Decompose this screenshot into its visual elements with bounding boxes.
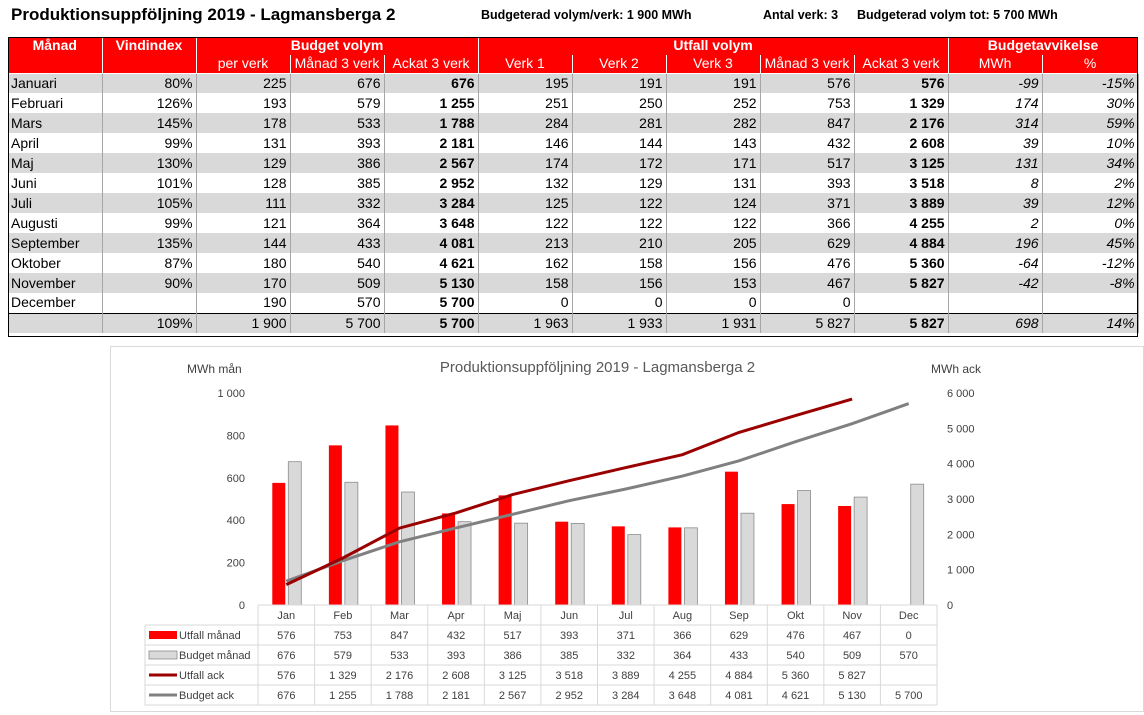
data-label: 517 [503, 630, 522, 642]
bar-budget-manad [628, 535, 641, 605]
cell-budget-ackat: 2 181 [384, 133, 478, 153]
cell-per-verk: 131 [196, 133, 290, 153]
y-tick-left: 400 [226, 515, 245, 528]
data-label: 332 [616, 650, 635, 662]
cell-utfall-ackat: 4 255 [854, 213, 948, 233]
cell-budget-ackat: 4 621 [384, 253, 478, 273]
cell-month: April [8, 133, 102, 153]
total-cell-utfall-ackat: 5 827 [854, 313, 948, 333]
col-header-vindindex: Vindindex [102, 37, 196, 55]
data-label: 509 [842, 650, 862, 662]
cell-month: Mars [8, 113, 102, 133]
cell-avv-mwh: -42 [948, 273, 1042, 293]
cell-verk2: 144 [572, 133, 666, 153]
cell-verk1: 146 [478, 133, 572, 153]
cell-vindindex: 99% [102, 213, 196, 233]
data-label: 371 [616, 630, 635, 642]
data-label: 364 [673, 650, 692, 662]
cell-verk3: 143 [666, 133, 760, 153]
cell-verk3: 252 [666, 93, 760, 113]
cell-verk2: 129 [572, 173, 666, 193]
cell-utfall-ackat: 1 329 [854, 93, 948, 113]
table-row [8, 233, 1138, 253]
x-tick-label: Feb [333, 610, 353, 622]
cell-avv-pct: 0% [1042, 213, 1138, 233]
data-label: 393 [560, 630, 579, 642]
cell-per-verk: 129 [196, 153, 290, 173]
production-table [8, 37, 1139, 333]
bar-utfall-manad [668, 527, 681, 605]
table-row [8, 273, 1138, 293]
col-header-manad: Månad [8, 37, 102, 55]
total-cell-verk1: 1 963 [478, 313, 572, 333]
cell-verk3: 156 [666, 253, 760, 273]
total-cell-avv-pct: 14% [1042, 313, 1138, 333]
data-label: 540 [786, 650, 805, 662]
cell-month: Augusti [8, 213, 102, 233]
cell-budget-manad: 533 [290, 113, 384, 133]
cell-utfall-ackat: 3 889 [854, 193, 948, 213]
col-subheader-verk1: Verk 1 [478, 55, 572, 73]
antal-verk-label: Antal verk: 3 [763, 8, 839, 22]
x-tick-label: Nov [842, 610, 862, 622]
cell-verk1: 195 [478, 73, 572, 93]
cell-avv-pct: -15% [1042, 73, 1138, 93]
x-tick-label: Jan [277, 610, 296, 622]
chart-title: Produktionsuppföljning 2019 - Lagmansberga 2 [439, 359, 756, 376]
cell-vindindex: 101% [102, 173, 196, 193]
data-label: 847 [390, 630, 409, 642]
cell-utfall-manad: 467 [760, 273, 854, 293]
cell-utfall-ackat: 4 884 [854, 233, 948, 253]
bar-budget-manad [345, 482, 358, 605]
table-row [8, 133, 1138, 153]
bar-utfall-manad [272, 483, 285, 605]
cell-verk3: 153 [666, 273, 760, 293]
cell-verk3: 205 [666, 233, 760, 253]
legend-label: Utfall månad [179, 630, 241, 642]
cell-vindindex: 80% [102, 73, 196, 93]
cell-per-verk: 178 [196, 113, 290, 133]
data-label: 3 518 [555, 670, 583, 682]
cell-verk1: 213 [478, 233, 572, 253]
cell-verk1: 174 [478, 153, 572, 173]
cell-avv-mwh: 131 [948, 153, 1042, 173]
cell-budget-manad: 332 [290, 193, 384, 213]
x-tick-label: Apr [447, 610, 465, 622]
cell-utfall-manad: 847 [760, 113, 854, 133]
bar-budget-manad [741, 513, 754, 605]
col-subheader-budget-ackat: Ackat 3 verk [384, 55, 478, 73]
budget-total-label: Budgeterad volym tot: 5 700 MWh [857, 8, 1058, 22]
cell-avv-pct: 2% [1042, 173, 1138, 193]
y-tick-right: 1 000 [947, 564, 975, 577]
cell-budget-ackat: 3 648 [384, 213, 478, 233]
cell-month: September [8, 233, 102, 253]
data-label: 579 [333, 650, 353, 662]
data-label: 676 [277, 650, 296, 662]
data-label: 1 329 [329, 670, 357, 682]
cell-month: November [8, 273, 102, 293]
cell-avv-pct [1042, 293, 1138, 313]
cell-vindindex: 99% [102, 133, 196, 153]
cell-budget-manad: 433 [290, 233, 384, 253]
data-label: 533 [390, 650, 409, 662]
data-label: 3 889 [612, 670, 640, 682]
bar-utfall-manad [782, 504, 795, 605]
total-cell-avv-mwh: 698 [948, 313, 1042, 333]
y-tick-right: 3 000 [947, 494, 975, 506]
total-cell-vindindex: 109% [102, 313, 196, 333]
cell-vindindex: 105% [102, 193, 196, 213]
table-row [8, 213, 1138, 233]
cell-utfall-manad: 629 [760, 233, 854, 253]
data-label: 0 [905, 630, 912, 642]
data-label: 5 700 [894, 690, 923, 702]
cell-vindindex: 130% [102, 153, 196, 173]
table-row [8, 93, 1138, 113]
cell-per-verk: 225 [196, 73, 290, 93]
data-label: 393 [446, 650, 466, 662]
cell-utfall-ackat: 576 [854, 73, 948, 93]
data-label: 576 [277, 670, 296, 682]
cell-vindindex [102, 293, 196, 313]
y-tick-left: 200 [226, 557, 245, 570]
data-label: 4 081 [725, 690, 753, 702]
data-label: 432 [446, 630, 466, 642]
data-label: 2 181 [442, 690, 470, 702]
cell-per-verk: 111 [196, 193, 290, 213]
cell-budget-ackat: 5 130 [384, 273, 478, 293]
cell-budget-ackat: 2 567 [384, 153, 478, 173]
data-label: 385 [560, 650, 579, 662]
data-label: 2 608 [442, 670, 470, 682]
legend-label: Utfall ack [179, 670, 225, 682]
col-subheader-budget-manad: Månad 3 verk [290, 55, 384, 73]
data-label: 5 360 [781, 670, 810, 682]
col-subheader-per-verk: per verk [196, 55, 290, 73]
bar-budget-manad [458, 522, 471, 605]
cell-budget-ackat: 3 284 [384, 193, 478, 213]
bar-budget-manad [798, 491, 811, 605]
data-label: 433 [729, 650, 749, 662]
y-tick-left: 0 [238, 600, 245, 612]
cell-utfall-manad: 366 [760, 213, 854, 233]
cell-month: Juni [8, 173, 102, 193]
cell-avv-pct: 10% [1042, 133, 1138, 153]
cell-avv-pct: 30% [1042, 93, 1138, 113]
data-label: 386 [503, 650, 522, 662]
cell-verk1: 284 [478, 113, 572, 133]
cell-budget-manad: 385 [290, 173, 384, 193]
cell-budget-manad: 393 [290, 133, 384, 153]
table-row [8, 293, 1138, 313]
cell-verk2: 281 [572, 113, 666, 133]
bar-budget-manad [515, 523, 528, 605]
cell-month: December [8, 293, 102, 313]
col-subheader-verk2: Verk 2 [572, 55, 666, 73]
table-row [8, 153, 1138, 173]
col-subheader-empty [102, 55, 196, 73]
total-cell-per-verk: 1 900 [196, 313, 290, 333]
data-label: 2 952 [555, 690, 583, 702]
x-tick-label: Aug [672, 610, 693, 622]
total-cell-verk2: 1 933 [572, 313, 666, 333]
cell-avv-mwh: 39 [948, 193, 1042, 213]
table-row [8, 173, 1138, 193]
cell-avv-mwh: -99 [948, 73, 1042, 93]
y-tick-right: 4 000 [947, 458, 975, 471]
cell-utfall-manad: 753 [760, 93, 854, 113]
cell-avv-pct: -12% [1042, 253, 1138, 273]
cell-budget-manad: 579 [290, 93, 384, 113]
cell-utfall-manad: 476 [760, 253, 854, 273]
cell-avv-mwh: 2 [948, 213, 1042, 233]
x-tick-label: Mar [389, 610, 409, 622]
cell-verk2: 250 [572, 93, 666, 113]
cell-avv-mwh: 314 [948, 113, 1042, 133]
cell-per-verk: 180 [196, 253, 290, 273]
cell-budget-ackat: 2 952 [384, 173, 478, 193]
line-utfall-ack [286, 399, 852, 584]
cell-utfall-manad: 576 [760, 73, 854, 93]
cell-budget-manad: 676 [290, 73, 384, 93]
cell-verk2: 172 [572, 153, 666, 173]
col-header-utfall-volym: Utfall volym [478, 37, 948, 55]
data-label: 3 648 [668, 690, 697, 702]
table-row [8, 253, 1138, 273]
cell-budget-ackat: 1 788 [384, 113, 478, 133]
cell-verk3: 124 [666, 193, 760, 213]
col-subheader-verk3: Verk 3 [666, 55, 760, 73]
y-tick-right: 6 000 [947, 388, 975, 400]
cell-verk1: 132 [478, 173, 572, 193]
cell-budget-manad: 509 [290, 273, 384, 293]
cell-budget-manad: 364 [290, 213, 384, 233]
data-label: 5 827 [838, 670, 866, 682]
table-subheader-row [8, 55, 1138, 73]
page-title: Produktionsuppföljning 2019 - Lagmansberga 2 [11, 5, 396, 24]
cell-month: Juli [8, 193, 102, 213]
total-cell-budget-ackat: 5 700 [384, 313, 478, 333]
cell-budget-ackat: 5 700 [384, 293, 478, 313]
cell-per-verk: 190 [196, 293, 290, 313]
data-label: 467 [842, 630, 862, 642]
data-label: 1 788 [385, 690, 414, 702]
data-label: 5 130 [838, 690, 866, 702]
cell-verk2: 191 [572, 73, 666, 93]
col-subheader-avv-mwh: MWh [948, 55, 1042, 73]
data-label: 3 125 [498, 670, 527, 682]
cell-verk2: 122 [572, 213, 666, 233]
x-tick-label: Okt [786, 610, 805, 622]
cell-verk1: 158 [478, 273, 572, 293]
cell-verk1: 122 [478, 213, 572, 233]
cell-budget-manad: 540 [290, 253, 384, 273]
cell-verk3: 122 [666, 213, 760, 233]
cell-vindindex: 135% [102, 233, 196, 253]
y-axis-label-left: MWh mån [187, 362, 242, 376]
bar-budget-manad [571, 523, 584, 605]
cell-verk3: 0 [666, 293, 760, 313]
legend-label: Budget ack [179, 690, 235, 702]
cell-avv-mwh: 39 [948, 133, 1042, 153]
cell-avv-pct: 12% [1042, 193, 1138, 213]
cell-verk1: 0 [478, 293, 572, 313]
cell-verk2: 122 [572, 193, 666, 213]
bar-budget-manad [684, 528, 697, 605]
x-tick-label: Jun [560, 610, 579, 622]
col-subheader-avv-pct: % [1042, 55, 1138, 73]
data-label: 476 [786, 630, 805, 642]
cell-vindindex: 126% [102, 93, 196, 113]
cell-month: Oktober [8, 253, 102, 273]
col-header-budgetavvikelse: Budgetavvikelse [948, 37, 1138, 55]
cell-utfall-ackat: 3 518 [854, 173, 948, 193]
cell-budget-manad: 570 [290, 293, 384, 313]
cell-per-verk: 144 [196, 233, 290, 253]
legend-key-budget-manad [149, 651, 177, 659]
data-label: 1 255 [329, 690, 357, 702]
total-cell-utfall-manad: 5 827 [760, 313, 854, 333]
data-label: 629 [729, 630, 749, 642]
line-budget-ack [286, 404, 908, 581]
table-row [8, 73, 1138, 93]
chart-container [110, 346, 1144, 712]
data-label: 2 176 [385, 670, 414, 682]
cell-utfall-ackat [854, 293, 948, 313]
bar-budget-manad [401, 492, 414, 605]
bar-utfall-manad [612, 526, 625, 605]
col-subheader-empty [8, 55, 102, 73]
total-cell-verk3: 1 931 [666, 313, 760, 333]
col-subheader-utfall-ackat: Ackat 3 verk [854, 55, 948, 73]
cell-verk3: 171 [666, 153, 760, 173]
budget-per-verk-label: Budgeterad volym/verk: 1 900 MWh [481, 8, 692, 22]
cell-avv-pct: -8% [1042, 273, 1138, 293]
x-tick-label: Dec [898, 610, 919, 622]
bar-budget-manad [854, 497, 867, 605]
cell-avv-pct: 45% [1042, 233, 1138, 253]
production-chart [111, 347, 1143, 711]
cell-avv-mwh: 8 [948, 173, 1042, 193]
cell-avv-mwh: -64 [948, 253, 1042, 273]
bar-utfall-manad [838, 506, 851, 605]
cell-utfall-manad: 0 [760, 293, 854, 313]
data-label: 4 621 [781, 690, 810, 702]
cell-utfall-manad: 393 [760, 173, 854, 193]
col-subheader-utfall-manad: Månad 3 verk [760, 55, 854, 73]
x-tick-label: Sep [729, 610, 749, 622]
data-label: 570 [899, 650, 918, 662]
data-label: 4 884 [725, 670, 753, 682]
bar-utfall-manad [499, 495, 512, 605]
cell-vindindex: 145% [102, 113, 196, 133]
cell-verk3: 131 [666, 173, 760, 193]
cell-utfall-ackat: 3 125 [854, 153, 948, 173]
cell-per-verk: 170 [196, 273, 290, 293]
cell-avv-mwh [948, 293, 1042, 313]
data-label: 3 284 [612, 690, 640, 702]
cell-verk2: 156 [572, 273, 666, 293]
cell-utfall-manad: 517 [760, 153, 854, 173]
cell-budget-ackat: 676 [384, 73, 478, 93]
y-tick-right: 0 [947, 600, 954, 612]
bar-budget-manad [911, 484, 924, 605]
table-total-row [8, 313, 1138, 333]
cell-utfall-ackat: 2 608 [854, 133, 948, 153]
y-tick-left: 800 [226, 430, 245, 443]
x-tick-label: Maj [503, 610, 522, 622]
cell-verk1: 251 [478, 93, 572, 113]
total-cell-budget-manad: 5 700 [290, 313, 384, 333]
data-label: 2 567 [498, 690, 527, 702]
cell-budget-manad: 386 [290, 153, 384, 173]
table-header-row [8, 37, 1138, 55]
cell-vindindex: 90% [102, 273, 196, 293]
cell-budget-ackat: 4 081 [384, 233, 478, 253]
y-tick-right: 2 000 [947, 529, 975, 542]
bar-utfall-manad [329, 445, 342, 605]
cell-month: Maj [8, 153, 102, 173]
data-label: 753 [333, 630, 353, 642]
cell-verk2: 210 [572, 233, 666, 253]
cell-avv-mwh: 196 [948, 233, 1042, 253]
data-label: 366 [673, 630, 692, 642]
table-row [8, 193, 1138, 213]
legend-label: Budget månad [179, 650, 251, 662]
legend-key-utfall-manad [149, 631, 177, 639]
table-row [8, 113, 1138, 133]
cell-avv-pct: 59% [1042, 113, 1138, 133]
y-axis-label-right: MWh ack [931, 362, 982, 376]
cell-per-verk: 121 [196, 213, 290, 233]
data-label: 4 255 [668, 670, 697, 682]
cell-budget-ackat: 1 255 [384, 93, 478, 113]
cell-utfall-ackat: 5 360 [854, 253, 948, 273]
cell-verk3: 282 [666, 113, 760, 133]
cell-utfall-ackat: 2 176 [854, 113, 948, 133]
total-cell-month [8, 313, 102, 333]
cell-month: Januari [8, 73, 102, 93]
y-tick-right: 5 000 [947, 423, 975, 436]
cell-avv-pct: 34% [1042, 153, 1138, 173]
cell-verk1: 162 [478, 253, 572, 273]
cell-per-verk: 193 [196, 93, 290, 113]
cell-utfall-ackat: 5 827 [854, 273, 948, 293]
y-tick-left: 1 000 [217, 388, 245, 400]
cell-vindindex: 87% [102, 253, 196, 273]
bar-utfall-manad [725, 472, 738, 605]
x-tick-label: Jul [618, 610, 633, 622]
bar-utfall-manad [385, 425, 398, 605]
cell-verk3: 191 [666, 73, 760, 93]
data-label: 676 [277, 690, 296, 702]
cell-month: Februari [8, 93, 102, 113]
cell-verk2: 158 [572, 253, 666, 273]
cell-verk1: 125 [478, 193, 572, 213]
cell-avv-mwh: 174 [948, 93, 1042, 113]
col-header-budget-volym: Budget volym [196, 37, 478, 55]
cell-utfall-manad: 432 [760, 133, 854, 153]
cell-per-verk: 128 [196, 173, 290, 193]
cell-utfall-manad: 371 [760, 193, 854, 213]
data-label: 576 [277, 630, 296, 642]
bar-utfall-manad [555, 522, 568, 605]
cell-verk2: 0 [572, 293, 666, 313]
y-tick-left: 600 [226, 472, 245, 485]
